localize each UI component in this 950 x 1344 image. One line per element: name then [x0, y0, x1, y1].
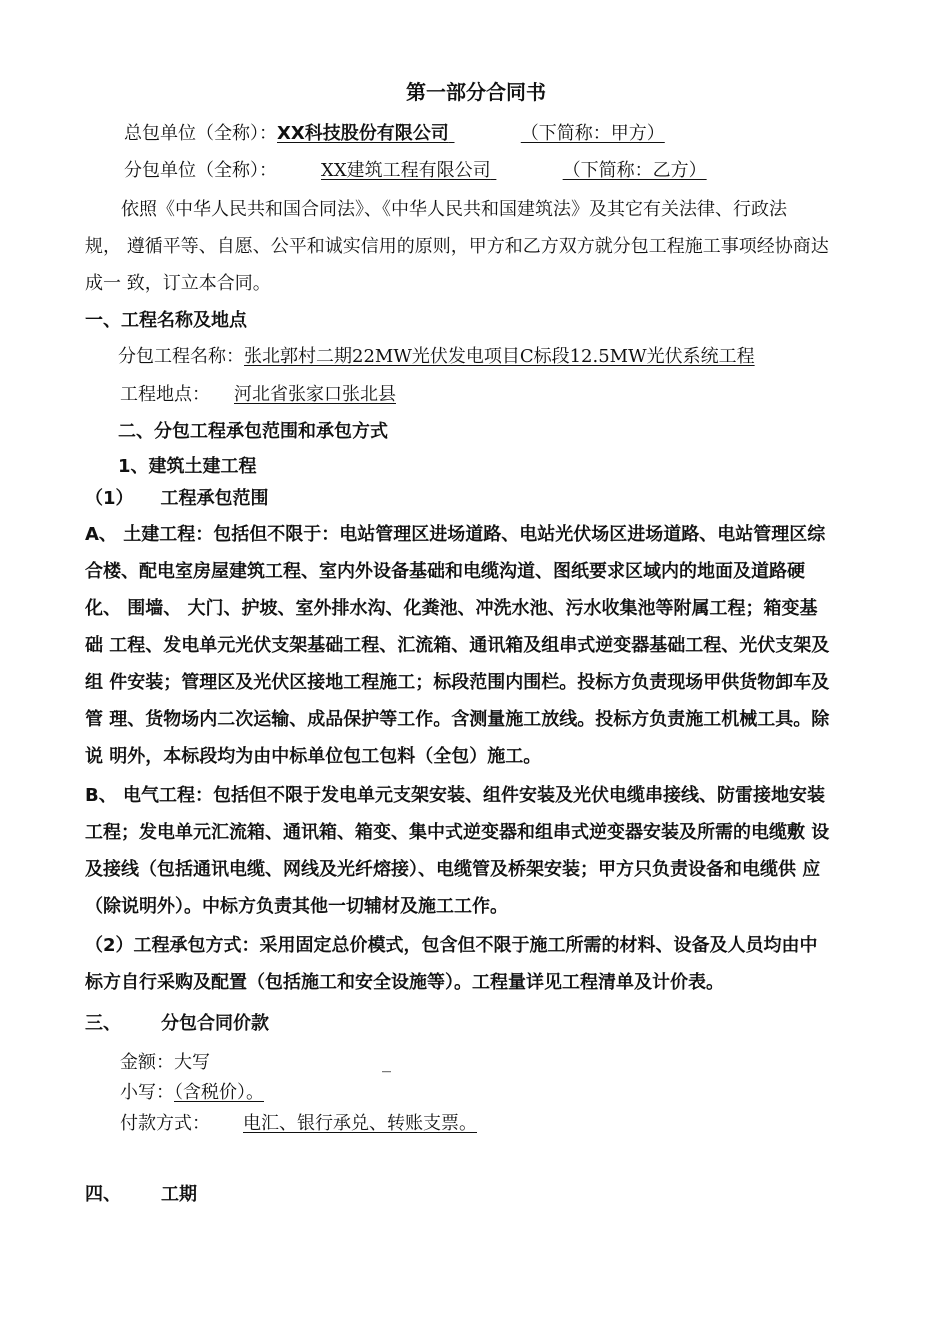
item-a-line: 管 理、货物场内二次运输、成品保护等工作。含测量施工放线。投标方负责施工机械工具。除 — [85, 709, 830, 730]
payment-label: 付款方式： — [120, 1113, 210, 1134]
page-title: 第一部分合同书 — [406, 80, 546, 104]
amount-label: 金额：大写 — [120, 1052, 210, 1073]
item-a-line: 组 件安装；管理区及光伏区接地工程施工；标段范围内围栏。投标方负责现场甲供货物卸车及 — [85, 672, 830, 693]
section-4-title: 工期 — [161, 1184, 197, 1205]
project-site: 河北省张家口张北县 — [234, 384, 396, 405]
item-a-line: 础 工程、发电单元光伏支架基础工程、汇流箱、通讯箱及组串式逆变器基础工程、光伏支架及 — [85, 635, 830, 656]
amount-blank: _ — [382, 1052, 391, 1073]
item-2-line: （2）工程承包方式：采用固定总价模式，包含但不限于施工所需的材料、设备及人员均由中 — [85, 935, 818, 956]
amount-line — [120, 1051, 391, 1075]
contractor-line — [124, 122, 665, 146]
item-2-paragraph — [85, 934, 885, 1008]
item-b-line: B、 电气工程：包括但不限于发电单元支架安装、组件安装及光伏电缆串接线、防雷接地安装 — [85, 785, 825, 806]
item-a-line: 说 明外，本标段均为由中标单位包工包料（全包）施工。 — [85, 746, 542, 767]
section-2-1-1-heading: （1） 工程承包范围 — [85, 488, 269, 509]
subcontractor-label: 分包单位（全称）： — [124, 160, 277, 181]
small-amount-line — [120, 1081, 264, 1105]
intro-line: 依照《中华人民共和国合同法》、《中华人民共和国建筑法》及其它有关法律、行政法 — [121, 199, 787, 220]
small-amount-value: （含税价）。 — [174, 1082, 264, 1103]
contractor-underline-gap — [449, 122, 521, 146]
section-2-heading: 二、分包工程承包范围和承包方式 — [118, 421, 388, 442]
section-3-title: 分包合同价款 — [161, 1013, 269, 1034]
contractor-abbr: （下简称：甲方） — [520, 123, 665, 144]
small-amount-label: 小写： — [120, 1082, 174, 1103]
payment-value: 电汇、银行承兑、转账支票。 — [243, 1113, 477, 1134]
project-name-line — [118, 345, 755, 369]
section-4-number: 四、 — [85, 1184, 121, 1205]
subcontractor-underline-gap — [491, 159, 563, 183]
item-b-paragraph — [85, 784, 885, 932]
project-name: 张北郭村二期22MW光伏发电项目C标段12.5MW光伏系统工程 — [244, 346, 755, 367]
subcontractor-abbr: （下简称：乙方） — [562, 160, 707, 181]
item-a-paragraph — [85, 523, 885, 782]
item-b-line: 工程；发电单元汇流箱、通讯箱、箱变、集中式逆变器和组串式逆变器安装及所需的电缆敷 设 — [85, 822, 830, 843]
contractor-label: 总包单位（全称）： — [124, 123, 277, 144]
intro-line: 成一 致，订立本合同。 — [85, 273, 271, 294]
section-3-number: 三、 — [85, 1013, 121, 1034]
subcontractor-line — [124, 159, 707, 183]
section-3-heading — [85, 1012, 269, 1036]
project-site-line — [120, 383, 396, 407]
item-a-line: 化、 围墙、 大门、护坡、室外排水沟、化粪池、冲洗水池、污水收集池等附属工程；箱变基 — [85, 598, 818, 619]
intro-line: 规， 遵循平等、自愿、公平和诚实信用的原则，甲方和乙方双方就分包工程施工事项经协商达 — [85, 236, 829, 257]
item-b-line: 及接线（包括通讯电缆、网线及光纤熔接）、电缆管及桥架安装；甲方只负责设备和电缆供 应 — [85, 859, 821, 880]
contractor-name: XX科技股份有限公司 — [277, 123, 449, 144]
section-1-heading: 一、工程名称及地点 — [85, 310, 247, 331]
project-name-label: 分包工程名称： — [118, 346, 244, 367]
intro-paragraph — [85, 198, 885, 309]
payment-line — [120, 1112, 477, 1136]
item-a-line: 合楼、配电室房屋建筑工程、室内外设备基础和电缆沟道、图纸要求区域内的地面及道路硬 — [85, 561, 805, 582]
project-site-label: 工程地点： — [120, 384, 210, 405]
item-2-line: 标方自行采购及配置（包括施工和安全设施等）。工程量详见工程清单及计价表。 — [85, 972, 724, 993]
section-4-heading — [85, 1183, 197, 1207]
section-2-1-heading: 1、建筑土建工程 — [118, 456, 257, 477]
subcontractor-name: XX建筑工程有限公司 — [321, 160, 491, 181]
item-b-line: （除说明外）。中标方负责其他一切辅材及施工工作。 — [85, 896, 508, 917]
item-a-line: A、 土建工程：包括但不限于：电站管理区进场道路、电站光伏场区进场道路、电站管理区综 — [85, 524, 826, 545]
